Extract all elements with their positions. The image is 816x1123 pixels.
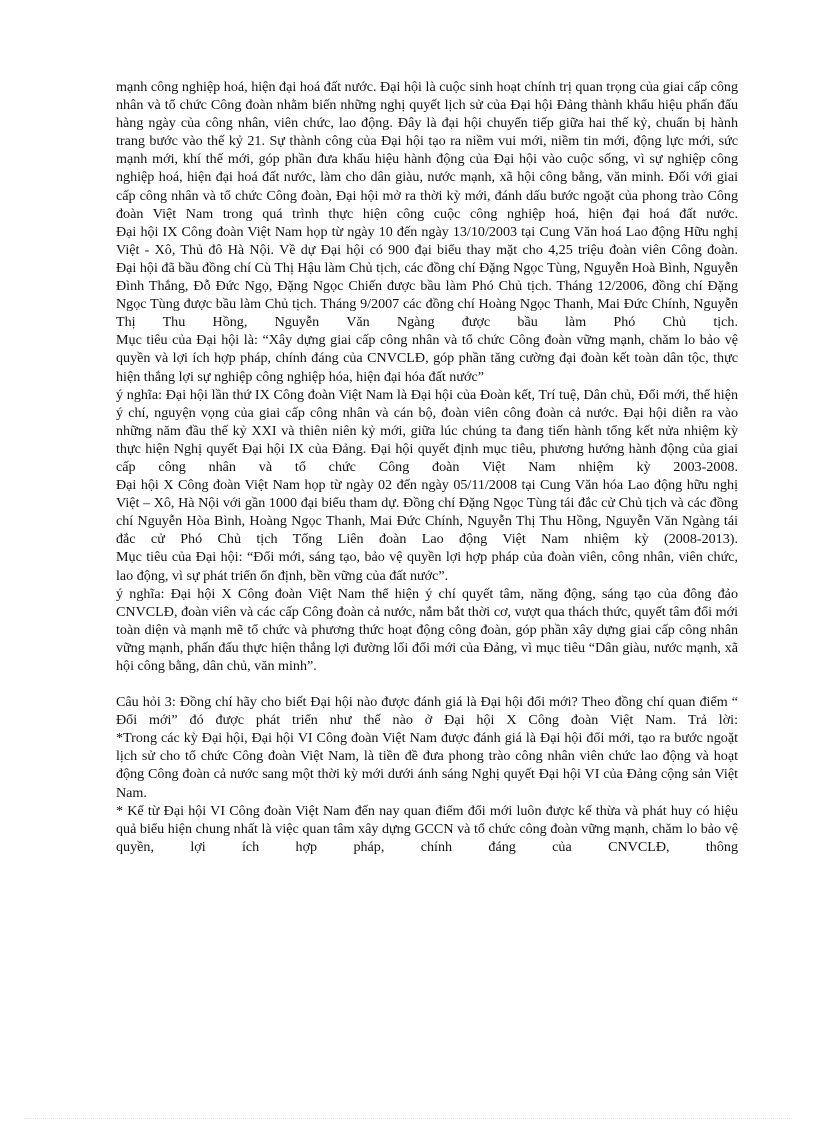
paragraph-dai-hoi-viii-conclusion: mạnh công nghiệp hoá, hiện đại hoá đất nước. Đại hội là cuộc sinh hoạt chính trị quan trọng của giai cấp công nhân và tổ chức Công đoàn nhằm biến những nghị quyết lịch sử của Đại hội Đảng thành khẩu hiệu phấn đấu hàng ngày của công nhân, viên chức, lao động. Đây là đại hội chuyển tiếp giữa hai thế kỷ, chuẩn bị hành trang bước vào thế kỷ 21. Sự thành công của Đại hội tạo ra niềm vui mới, niềm tin mới, động lực mới, sức mạnh mới, khí thế mới, góp phần đưa khẩu hiệu hành động của Đại hội vào cuộc sống, vì sự nghiệp công nghiệp hoá, hiện đại hoá đất nước, làm cho dân giàu, nước mạnh, xã hội công bằng, văn minh. Đối với giai cấp công nhân và tổ chức Công đoàn, Đại hội mở ra thời kỳ mới, đánh dấu bước ngoặt của phong trào Công đoàn Việt Nam trong quá trình thực hiện công cuộc công nghiệp hoá, hiện đại hoá đất nước. — [116, 79, 738, 222]
page-bottom-divider — [24, 1118, 792, 1119]
paragraph-spacer — [116, 675, 738, 693]
document-page — [116, 78, 738, 856]
paragraph-dai-hoi-ix-intro: Đại hội IX Công đoàn Việt Nam họp từ ngày 10 đến ngày 13/10/2003 tại Cung Văn hoá Lao động Hữu nghị Việt - Xô, Thủ đô Hà Nội. Về dự Đại hội có 900 đại biểu thay mặt cho 4,25 triệu đoàn viên Công đoàn. — [116, 223, 738, 258]
answer-3-part-1: *Trong các kỳ Đại hội, Đại hội VI Công đoàn Việt Nam được đánh giá là Đại hội đổi mới, tạo ra bước ngoặt lịch sử cho tổ chức Công đoàn Việt Nam, là tiền đề đưa phong trào công nhân viên chức lao động và hoạt động Công đoàn cả nước sang một thời kỳ mới dưới ánh sáng Nghị quyết Đại hội VI của Đảng cộng sản Việt Nam. — [116, 730, 738, 801]
paragraph-dai-hoi-x-intro: Đại hội X Công đoàn Việt Nam họp từ ngày 02 đến ngày 05/11/2008 tại Cung Văn hóa Lao động hữu nghị Việt – Xô, Hà Nội với gần 1000 đại biểu tham dự. Đồng chí Đặng Ngọc Tùng tái đắc cử Chủ tịch và các đồng chí Nguyễn Hòa Bình, Hoàng Ngọc Thanh, Mai Đức Chính, Nguyễn Thị Thu Hồng, Nguyễn Văn Ngàng tái đắc cử Phó Chủ tịch Tổng Liên đoàn Lao động Việt Nam nhiệm kỳ (2008-2013). — [116, 477, 738, 548]
paragraph-dai-hoi-x-meaning: ý nghĩa: Đại hội X Công đoàn Việt Nam thể hiện ý chí quyết tâm, năng động, sáng tạo của đông đảo CNVCLĐ, đoàn viên và các cấp Công đoàn cả nước, nắm bắt thời cơ, vượt qua thách thức, quyết tâm đổi mới toàn diện và mạnh mẽ tổ chức và phương thức hoạt động công đoàn, góp phần xây dựng giai cấp công nhân vững mạnh, phấn đấu thực hiện thắng lợi đường lối đổi mới của Đảng, vì mục tiêu “Dân giàu, nước mạnh, xã hội công bằng, dân chủ, văn minh”. — [116, 585, 738, 674]
paragraph-dai-hoi-ix-leadership: Đại hội đã bầu đồng chí Cù Thị Hậu làm Chủ tịch, các đồng chí Đặng Ngọc Tùng, Nguyễn Hoà Bình, Nguyễn Đình Thắng, Đỗ Đức Ngọ, Đặng Ngọc Chiến được bầu làm Phó Chủ tịch. Tháng 12/2006, đồng chí Đặng Ngọc Tùng được bầu làm Chủ tịch. Tháng 9/2007 các đồng chí Hoàng Ngọc Thanh, Mai Đức Chính, Nguyễn Thị Thu Hồng, Nguyễn Văn Ngàng được bầu làm Phó Chủ tịch. — [116, 259, 738, 331]
paragraph-dai-hoi-ix-meaning: ý nghĩa: Đại hội lần thứ IX Công đoàn Việt Nam là Đại hội của Đoàn kết, Trí tuệ, Dân chủ, Đổi mới, thể hiện ý chí, nguyện vọng của giai cấp công nhân và cán bộ, đoàn viên công đoàn cả nước. Đại hội diễn ra vào những năm đầu thế kỷ XXI và thiên niên kỷ mới, giữa lúc chúng ta đang tiến hành tổng kết nửa nhiệm kỳ thực hiện Nghị quyết Đại hội IX của Đảng. Đại hội quyết định mục tiêu, phương hướng hành động của giai cấp công nhân và tổ chức Công đoàn Việt Nam nhiệm kỳ 2003-2008. — [116, 386, 738, 475]
answer-3-part-2: * Kể từ Đại hội VI Công đoàn Việt Nam đến nay quan điểm đổi mới luôn được kế thừa và phát huy có hiệu quả biểu hiện chung nhất là việc quan tâm xây dựng GCCN và tổ chức công đoàn vững mạnh, chăm lo bảo vệ quyền, lợi ích hợp pháp, chính đáng của CNVCLĐ, thông — [116, 802, 738, 855]
paragraph-dai-hoi-x-goal: Mục tiêu của Đại hội: “Đổi mới, sáng tạo, bảo vệ quyền lợi hợp pháp của đoàn viên, công nhân, viên chức, lao động, vì sự phát triển ổn định, bền vững của đất nước”. — [116, 549, 738, 584]
question-3-heading: Câu hỏi 3: Đồng chí hãy cho biết Đại hội nào được đánh giá là Đại hội đổi mới? Theo đồng chí quan điểm “ Đổi mới” đó được phát triển như thế nào ở Đại hội X Công đoàn Việt Nam. Trả lời: — [116, 694, 738, 729]
paragraph-dai-hoi-ix-goal: Mục tiêu của Đại hội là: “Xây dựng giai cấp công nhân và tổ chức Công đoàn vững mạnh, chăm lo bảo vệ quyền và lợi ích hợp pháp, chính đáng của CNVCLĐ, góp phần tăng cường đại đoàn kết toàn dân tộc, thực hiện thắng lợi sự nghiệp công nghiệp hóa, hiện đại hóa đất nước” — [116, 332, 738, 385]
